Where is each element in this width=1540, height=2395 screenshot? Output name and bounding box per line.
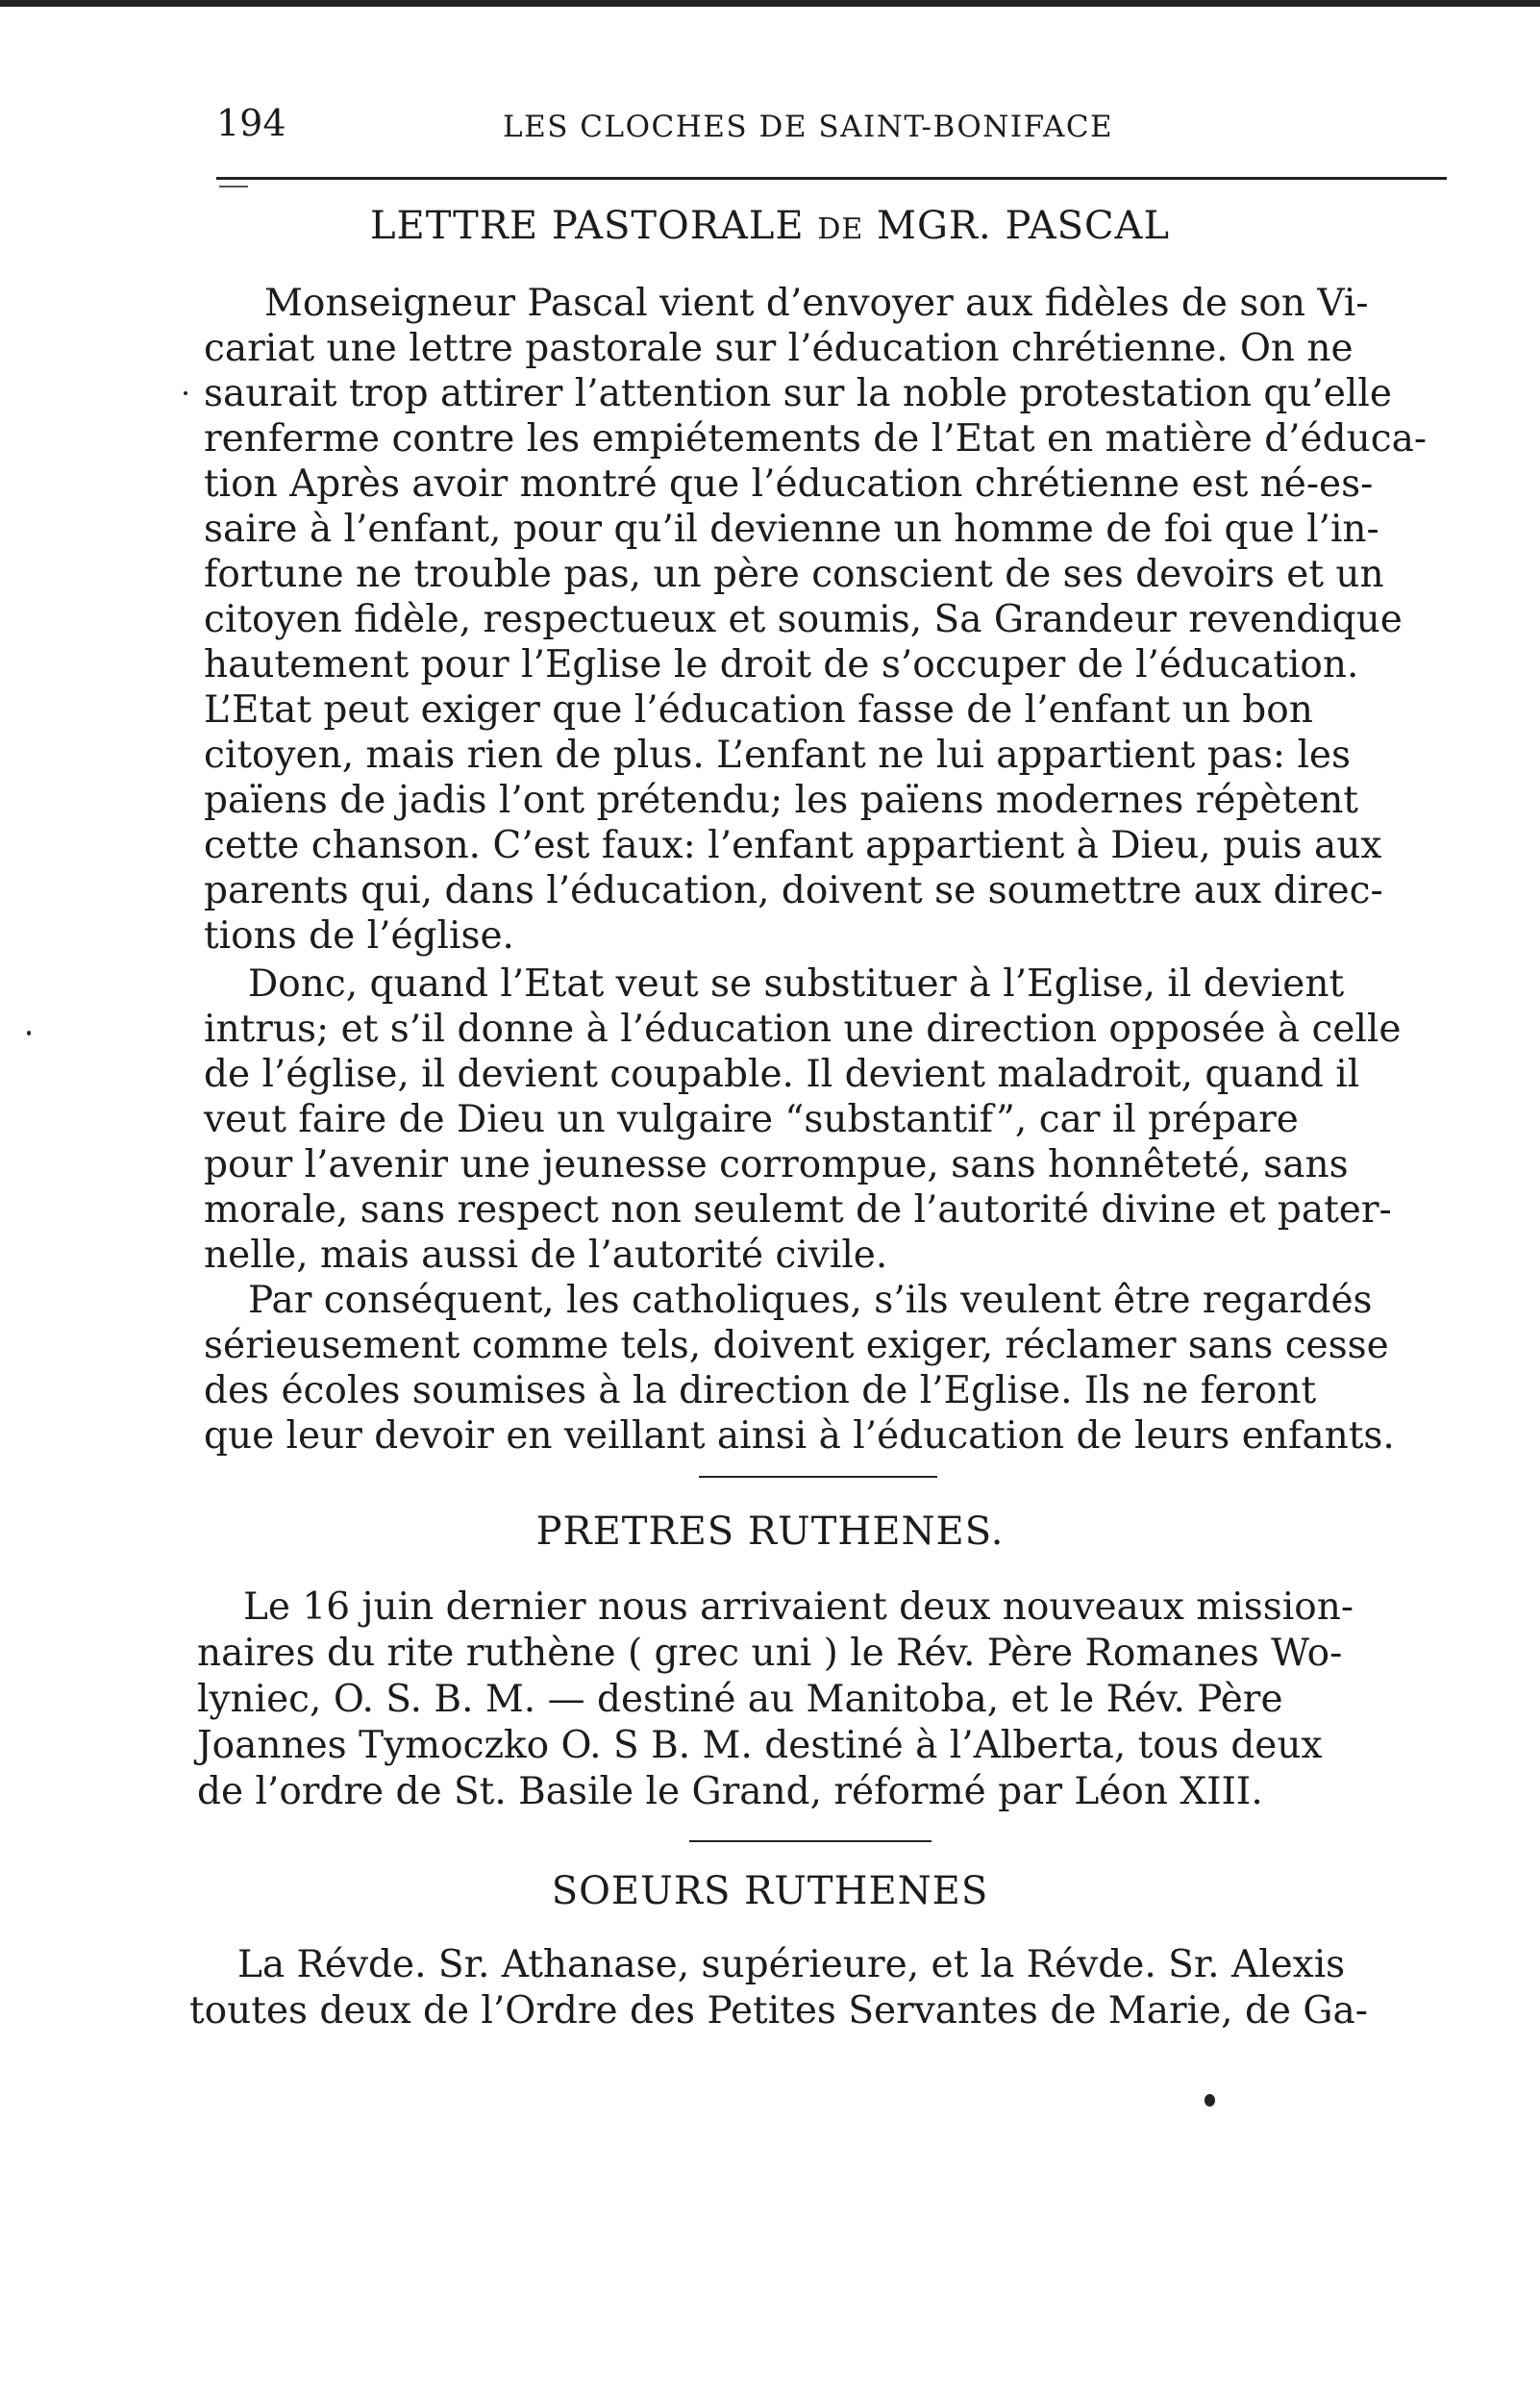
section-separator (689, 1840, 931, 1842)
text-line: Le 16 juin dernier nous arrivaient deux nouveaux mission- (243, 1585, 1354, 1629)
text-line: veut faire de Dieu un vulgaire “substantif”, car il prépare (204, 1098, 1299, 1141)
section-title-lettre-pastorale (0, 204, 1540, 248)
text-line: L’Etat peut exiger que l’éducation fasse de l’enfant un bon (204, 688, 1313, 732)
text-line: Joannes Tymoczko O. S B. M. destiné à l’Alberta, tous deux (197, 1724, 1323, 1767)
section-title-particle: DE (817, 212, 864, 246)
section-title-part: LETTRE PASTORALE (369, 204, 805, 248)
text-line: intrus; et s’il donne à l’éducation une direction opposée à celle (204, 1008, 1402, 1051)
text-line: fortune ne trouble pas, un père conscient de ses devoirs et un (204, 553, 1384, 596)
text-line: cariat une lettre pastorale sur l’éducation chrétienne. On ne (204, 327, 1354, 370)
section-title-soeurs-ruthenes: SOEURS RUTHENES (551, 1869, 989, 1913)
text-line: nelle, mais aussi de l’autorité civile. (204, 1234, 888, 1277)
page-number: 194 (216, 102, 286, 144)
text-line: lyniec, O. S. B. M. — destiné au Manitoba, et le Rév. Père (197, 1678, 1283, 1721)
text-line: saire à l’enfant, pour qu’il devienne un homme de foi que l’in- (204, 508, 1379, 551)
text-line: des écoles soumises à la direction de l’Eglise. Ils ne feront (204, 1369, 1317, 1412)
text-line: Monseigneur Pascal vient d’envoyer aux fidèles de son Vi- (264, 282, 1369, 325)
ink-speck (27, 1031, 31, 1035)
text-line: cette chanson. C’est faux: l’enfant appartient à Dieu, puis aux (204, 824, 1382, 867)
text-line: Donc, quand l’Etat veut se substituer à l’Eglise, il devient (248, 962, 1345, 1006)
text-line: hautement pour l’Eglise le droit de s’occuper de l’éducation. (204, 643, 1359, 686)
text-line: tion Après avoir montré que l’éducation chrétienne est né-es- (204, 462, 1374, 506)
section-title-pretres-ruthenes: PRETRES RUTHENES. (535, 1509, 1005, 1554)
text-line: pour l’avenir une jeunesse corrompue, sans honnêteté, sans (204, 1143, 1349, 1186)
text-line: parents qui, dans l’éducation, doivent se soumettre aux direc- (204, 869, 1383, 912)
text-line: renferme contre les empiétements de l’Etat en matière d’éduca- (204, 417, 1427, 461)
text-line: que leur devoir en veillant ainsi à l’éducation de leurs enfants. (204, 1414, 1395, 1458)
section-separator (699, 1476, 937, 1478)
text-line: saurait trop attirer l’attention sur la noble protestation qu’elle (204, 372, 1392, 415)
ink-speck (1205, 2094, 1215, 2107)
text-line: Par conséquent, les catholiques, s’ils veulent être regardés (248, 1279, 1373, 1322)
header-rule-mark (219, 186, 248, 187)
text-line: citoyen fidèle, respectueux et soumis, Sa Grandeur revendique (204, 598, 1403, 641)
section-title-part: MGR. PASCAL (877, 204, 1171, 248)
text-line: La Révde. Sr. Athanase, supérieure, et la Révde. Sr. Alexis (237, 1943, 1346, 1986)
text-line: tions de l’église. (204, 914, 514, 958)
running-title: LES CLOCHES DE SAINT-BONIFACE (503, 110, 1114, 144)
text-line: de l’ordre de St. Basile le Grand, réformé par Léon XIII. (197, 1770, 1263, 1813)
text-line: morale, sans respect non seulemt de l’autorité divine et pater- (204, 1188, 1392, 1232)
text-line: sérieusement comme tels, doivent exiger, réclamer sans cesse (204, 1324, 1389, 1367)
text-line: naires du rite ruthène ( grec uni ) le Rév. Père Romanes Wo- (197, 1632, 1343, 1675)
header-rule (216, 177, 1447, 180)
text-line: toutes deux de l’Ordre des Petites Servantes de Marie, de Ga- (189, 1989, 1368, 2033)
ink-speck (184, 391, 187, 395)
text-line: païens de jadis l’ont prétendu; les païens modernes répètent (204, 779, 1358, 822)
text-line: de l’église, il devient coupable. Il devient maladroit, quand il (204, 1053, 1360, 1096)
text-line: citoyen, mais rien de plus. L’enfant ne lui appartient pas: les (204, 734, 1352, 777)
running-head (216, 96, 1456, 154)
